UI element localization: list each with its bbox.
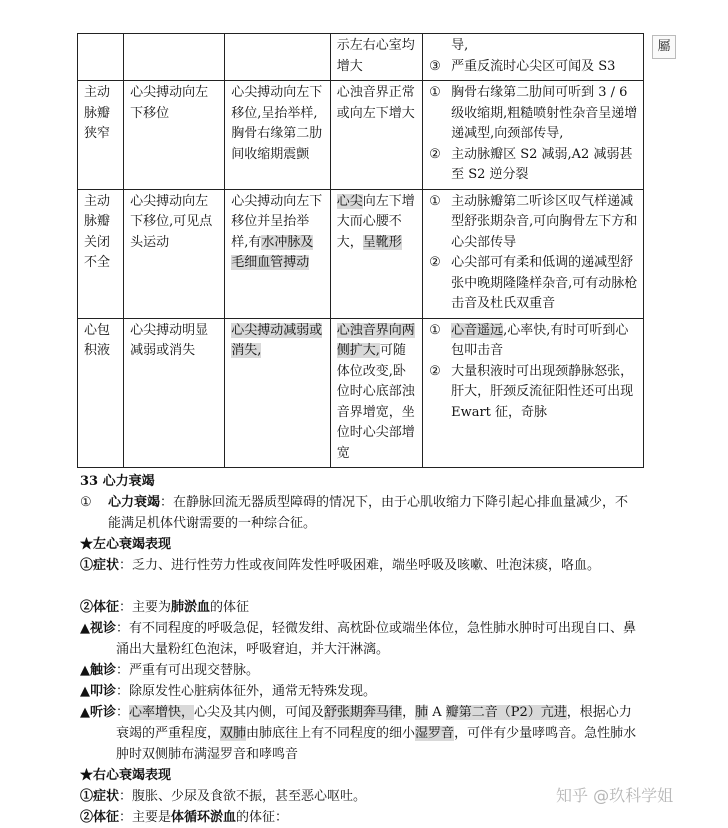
percussion-cell <box>330 318 422 468</box>
left-sign-line <box>80 597 640 618</box>
section-number: 33 <box>80 474 99 489</box>
auscultation-text: 由肺底往上有不同程度的细小 <box>246 726 416 741</box>
sign-label: ②体征 <box>80 600 120 615</box>
inspection-text: ：有不同程度的呼吸急促，轻微发绀、高枕卧位或端坐体位，急性肺水肿时可出现自口、鼻涌出大量粉红色泡沫，呼吸窘迫，并大汗淋漓。 <box>116 621 637 657</box>
inspection-cell: 心尖搏动向左下移位,可见点头运动 <box>124 189 225 318</box>
left-failure-heading: ★左心衰竭表现 <box>80 537 172 552</box>
item-text: 主动脉瓣第二听诊区叹气样递减型舒张期杂音,可向胸骨左下方和心尖部传导 <box>451 193 638 250</box>
table-row <box>78 318 644 468</box>
symptom-text: ：乏力、进行性劳力性或夜间阵发性呼吸困难，端坐呼吸及咳嗽、吐泡沫痰，咯血。 <box>119 558 601 573</box>
disease-cell: 主动脉瓣关闭不全 <box>78 189 124 318</box>
item-number: ② <box>429 255 441 270</box>
section-heading <box>80 471 640 492</box>
highlighted-text: 心浊音界向两侧扩大, <box>336 322 415 358</box>
sign-text-end: 的体征： <box>236 810 289 825</box>
highlighted-text: 心尖 <box>336 193 363 209</box>
auscultation-item <box>429 192 638 254</box>
auscultation-item <box>429 145 638 186</box>
auscultation-text: ， <box>402 705 416 720</box>
palpation-label: ▲触诊 <box>80 663 116 678</box>
percussion-text: 可随体位改变,卧位时心底部浊音界增宽，坐位时心尖部增宽 <box>336 343 415 461</box>
item-number: ① <box>429 85 441 100</box>
sign-text-end: 的体征 <box>210 600 250 615</box>
auscultation-cell <box>423 34 644 81</box>
highlighted-text: 肺 <box>415 705 429 720</box>
item-text: 导, <box>451 38 469 53</box>
palpation-line <box>80 660 640 681</box>
item-number: ② <box>429 146 441 162</box>
auscultation-item <box>429 321 638 362</box>
auscultation-text: A <box>428 705 446 720</box>
inspection-paragraph <box>80 618 640 660</box>
auscultation-content <box>116 702 640 765</box>
inspection-cell: 心尖搏动向左下移位 <box>124 81 225 190</box>
sign-bold-text: 肺淤血 <box>171 600 211 615</box>
highlighted-text: 双肺 <box>220 726 247 741</box>
palpation-cell <box>225 189 331 318</box>
item-number: ③ <box>429 58 441 74</box>
item-text: 胸骨右缘第二肋间可听到 3 / 6 级收缩期,粗糙喷射性杂音呈递增递减型,向颈部传导, <box>451 85 638 141</box>
percussion-text: ：除原发性心脏病体征外，通常无特殊发现。 <box>116 684 377 699</box>
item-text-rest: ,心率快,有时可听到心包叩击音 <box>451 322 629 358</box>
auscultation-item <box>429 253 638 315</box>
auscultation-paragraph <box>80 702 640 765</box>
highlighted-text: 湿罗音 <box>415 726 455 741</box>
percussion-cell <box>330 189 422 318</box>
heart-failure-section <box>80 471 640 828</box>
disease-cell: 心包积液 <box>78 318 124 468</box>
disease-cell: 主动脉瓣狭窄 <box>78 81 124 190</box>
auscultation-text: ，可伴有少量哮鸣音。急性肺水肿时双侧肺布满湿罗音和哮鸣音 <box>116 726 637 762</box>
highlighted-text: 心尖搏动减弱或消失, <box>231 322 323 358</box>
valve-disease-table <box>77 33 644 468</box>
auscultation-text: ，根据心力衰竭的严重程度， <box>116 705 632 741</box>
right-failure-heading: ★右心衰竭表现 <box>80 768 172 783</box>
definition-content <box>108 492 640 534</box>
item-text <box>451 321 638 362</box>
highlighted-text: 心音遥远 <box>451 322 504 338</box>
right-sign-line <box>80 807 640 828</box>
left-symptom-line <box>80 555 640 576</box>
sign-bold-text: 体循环淤血 <box>171 810 237 825</box>
percussion-text: 向左下增大而心腰不大， <box>336 193 415 250</box>
symptom-text: ：腹胀、少尿及食欲不振，甚至恶心呕吐。 <box>119 789 367 804</box>
item-number <box>429 36 451 57</box>
definition-number: ① <box>80 495 92 510</box>
auscultation-label: ▲听诊 <box>80 705 116 720</box>
table-row <box>78 81 644 190</box>
percussion-line <box>80 681 640 702</box>
item-text: 严重反流时心尖区可闻及 S3 <box>451 58 616 74</box>
auscultation-item <box>429 83 638 145</box>
inspection-label: ▲视诊 <box>80 621 116 636</box>
inspection-cell <box>124 34 225 81</box>
blank-line <box>80 576 640 597</box>
definition-paragraph <box>80 492 640 534</box>
palpation-text: ：严重有可出现交替脉。 <box>116 663 260 678</box>
auscultation-item <box>429 362 638 424</box>
definition-term: 心力衰竭 <box>108 495 161 510</box>
auscultation-item <box>429 36 638 57</box>
item-number: ① <box>429 322 441 338</box>
definition-text: ：在静脉回流无器质型障碍的情况下，由于心肌收缩力下降引起心排血量减少，不能满足机体代谢需要的一种综合征。 <box>108 495 629 531</box>
palpation-cell: 心尖搏动向左下移位,呈抬举样,胸骨右缘第二肋间收缩期震颤 <box>225 81 331 190</box>
table-row <box>78 189 644 318</box>
highlighted-text: 水冲脉及毛细血管搏动 <box>231 234 314 270</box>
auscultation-text: 心尖及其内侧，可闻及 <box>194 705 325 720</box>
palpation-text: 心尖搏动向左下移位并呈抬举样,有 <box>231 193 323 250</box>
item-text: 心尖部可有柔和低调的递减型舒张中晚期隆隆样杂音,可有动脉枪击音及杜氏双重音 <box>451 255 638 311</box>
auscultation-item <box>429 57 638 78</box>
side-toolbar-icon[interactable]: 屬 <box>652 35 676 59</box>
symptom-label: ①症状 <box>80 558 120 573</box>
palpation-cell <box>225 34 331 81</box>
section-title: 心力衰竭 <box>102 474 155 489</box>
item-number: ① <box>429 193 441 209</box>
palpation-cell <box>225 318 331 468</box>
table-row <box>78 34 644 81</box>
auscultation-cell <box>423 81 644 190</box>
item-text: 主动脉瓣区 S2 减弱,A2 减弱甚至 S2 逆分裂 <box>451 146 633 182</box>
disease-cell <box>78 34 124 81</box>
percussion-label: ▲叩诊 <box>80 684 116 699</box>
highlighted-text: 呈靴形 <box>362 234 402 250</box>
sign-text: ：主要是 <box>119 810 172 825</box>
highlighted-text: 瓣第二音（P2）亢进 <box>445 705 567 720</box>
sign-label: ②体征 <box>80 810 120 825</box>
zhihu-watermark: 知乎 @玖科学姐 <box>556 786 674 805</box>
item-text: 大量积液时可出现颈静脉怒张，肝大，肝颈反流征阳性还可出现 Ewart 征，奇脉 <box>451 363 634 420</box>
symptom-label: ①症状 <box>80 789 120 804</box>
percussion-cell: 示左右心室均增大 <box>330 34 422 81</box>
inspection-cell: 心尖搏动明显减弱或消失 <box>124 318 225 468</box>
sign-text: ：主要为 <box>119 600 172 615</box>
auscultation-cell <box>423 189 644 318</box>
auscultation-cell <box>423 318 644 468</box>
item-number: ② <box>429 363 441 379</box>
auscultation-colon: ： <box>116 705 130 720</box>
highlighted-text: 舒张期奔马律 <box>324 705 403 720</box>
percussion-cell: 心浊音界正常或向左下增大 <box>330 81 422 190</box>
highlighted-text: 心率增快， <box>129 705 195 720</box>
